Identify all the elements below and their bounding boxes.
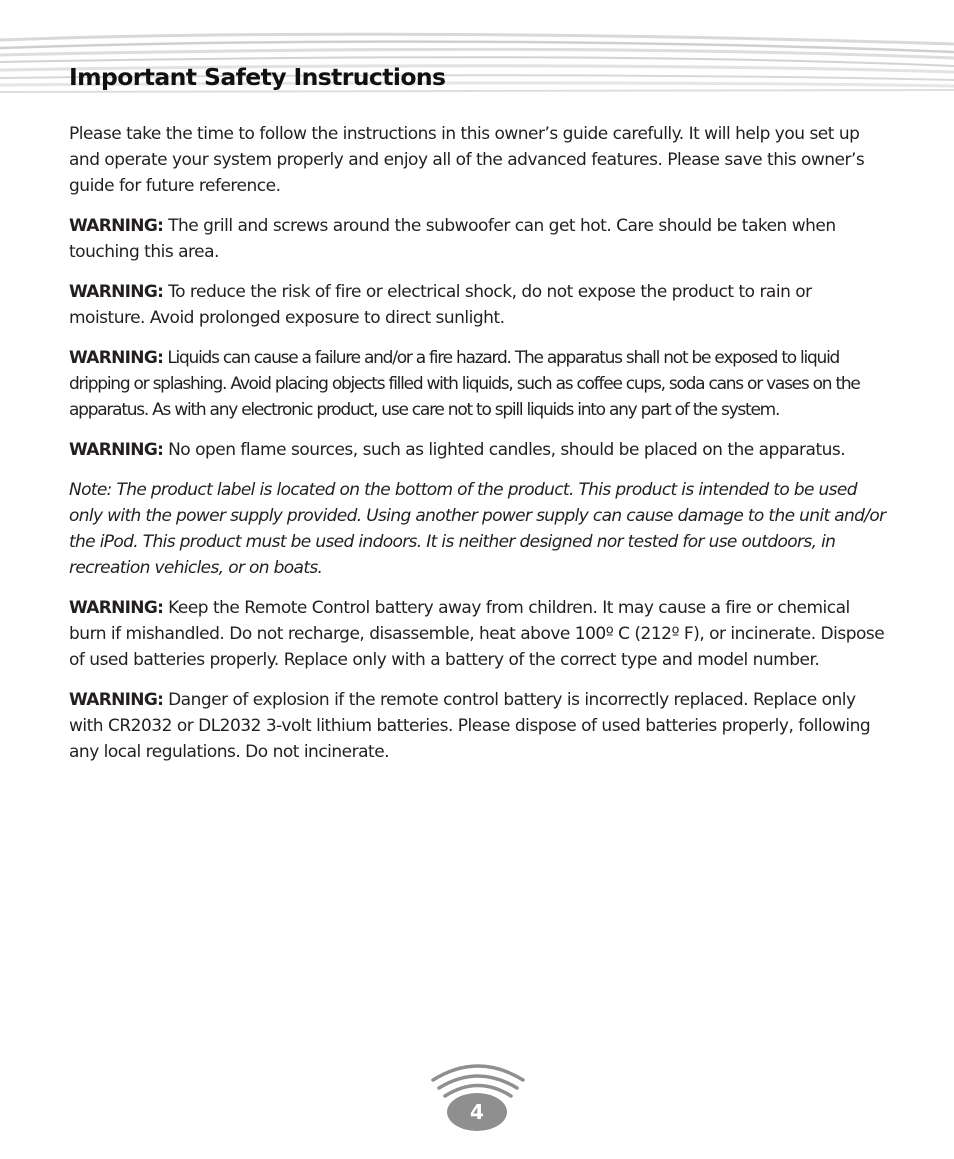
page-number: 4: [470, 1100, 484, 1124]
warning-label: WARNING:: [69, 598, 164, 618]
warning-paragraph: [69, 687, 889, 765]
warning-paragraph: [69, 213, 889, 265]
warning-label: WARNING:: [69, 348, 164, 368]
safety-instructions-body: [69, 121, 889, 779]
warning-paragraph: [69, 437, 889, 463]
warning-label: WARNING:: [69, 440, 164, 460]
warning-text: Keep the Remote Control battery away from children. It may cause a fire or chemical burn if mishandled. Do not recharge, disassemble, heat above 100º C (212º F), or incinerate. Dispose of used batteries properly. Replace only with a battery of the correct type and model number.: [69, 598, 885, 670]
warning-text: To reduce the risk of fire or electrical shock, do not expose the product to rain or moisture. Avoid prolonged exposure to direct sunlight.: [69, 282, 812, 328]
warning-paragraph: [69, 345, 889, 423]
note-paragraph: Note: The product label is located on the bottom of the product. This product is intended to be used only with the power supply provided. Using another power supply can cause damage to the unit and/or the iPod. This product must be used indoors. It is neither designed nor tested for use outdoors, in recreation vehicles, or on boats.: [69, 480, 886, 578]
warning-label: WARNING:: [69, 690, 164, 710]
intro-paragraph: Please take the time to follow the instructions in this owner’s guide carefully. It will help you set up and operate your system properly and enjoy all of the advanced features. Please save this owner’s guide for future reference.: [69, 124, 865, 196]
page-title: Important Safety Instructions: [69, 63, 446, 91]
warning-text: Danger of explosion if the remote control battery is incorrectly replaced. Replace only with CR2032 or DL2032 3-volt lithium batteries. Please dispose of used batteries properly, following any local regulations. Do not incinerate.: [69, 690, 871, 762]
warning-paragraph: [69, 279, 889, 331]
warning-paragraph: [69, 595, 889, 673]
warning-text: The grill and screws around the subwoofer can get hot. Care should be taken when touching this area.: [69, 216, 836, 262]
warning-text: No open flame sources, such as lighted candles, should be placed on the apparatus.: [163, 440, 846, 460]
warning-label: WARNING:: [69, 282, 164, 302]
warning-text: Liquids can cause a failure and/or a fire hazard. The apparatus shall not be exposed to liquid dripping or splashing. Avoid placing objects filled with liquids, such as coffee cups, soda cans or vases on the apparatus. As with any electronic product, use care not to spill liquids into any part of the system.: [69, 348, 860, 420]
warning-label: WARNING:: [69, 216, 164, 236]
